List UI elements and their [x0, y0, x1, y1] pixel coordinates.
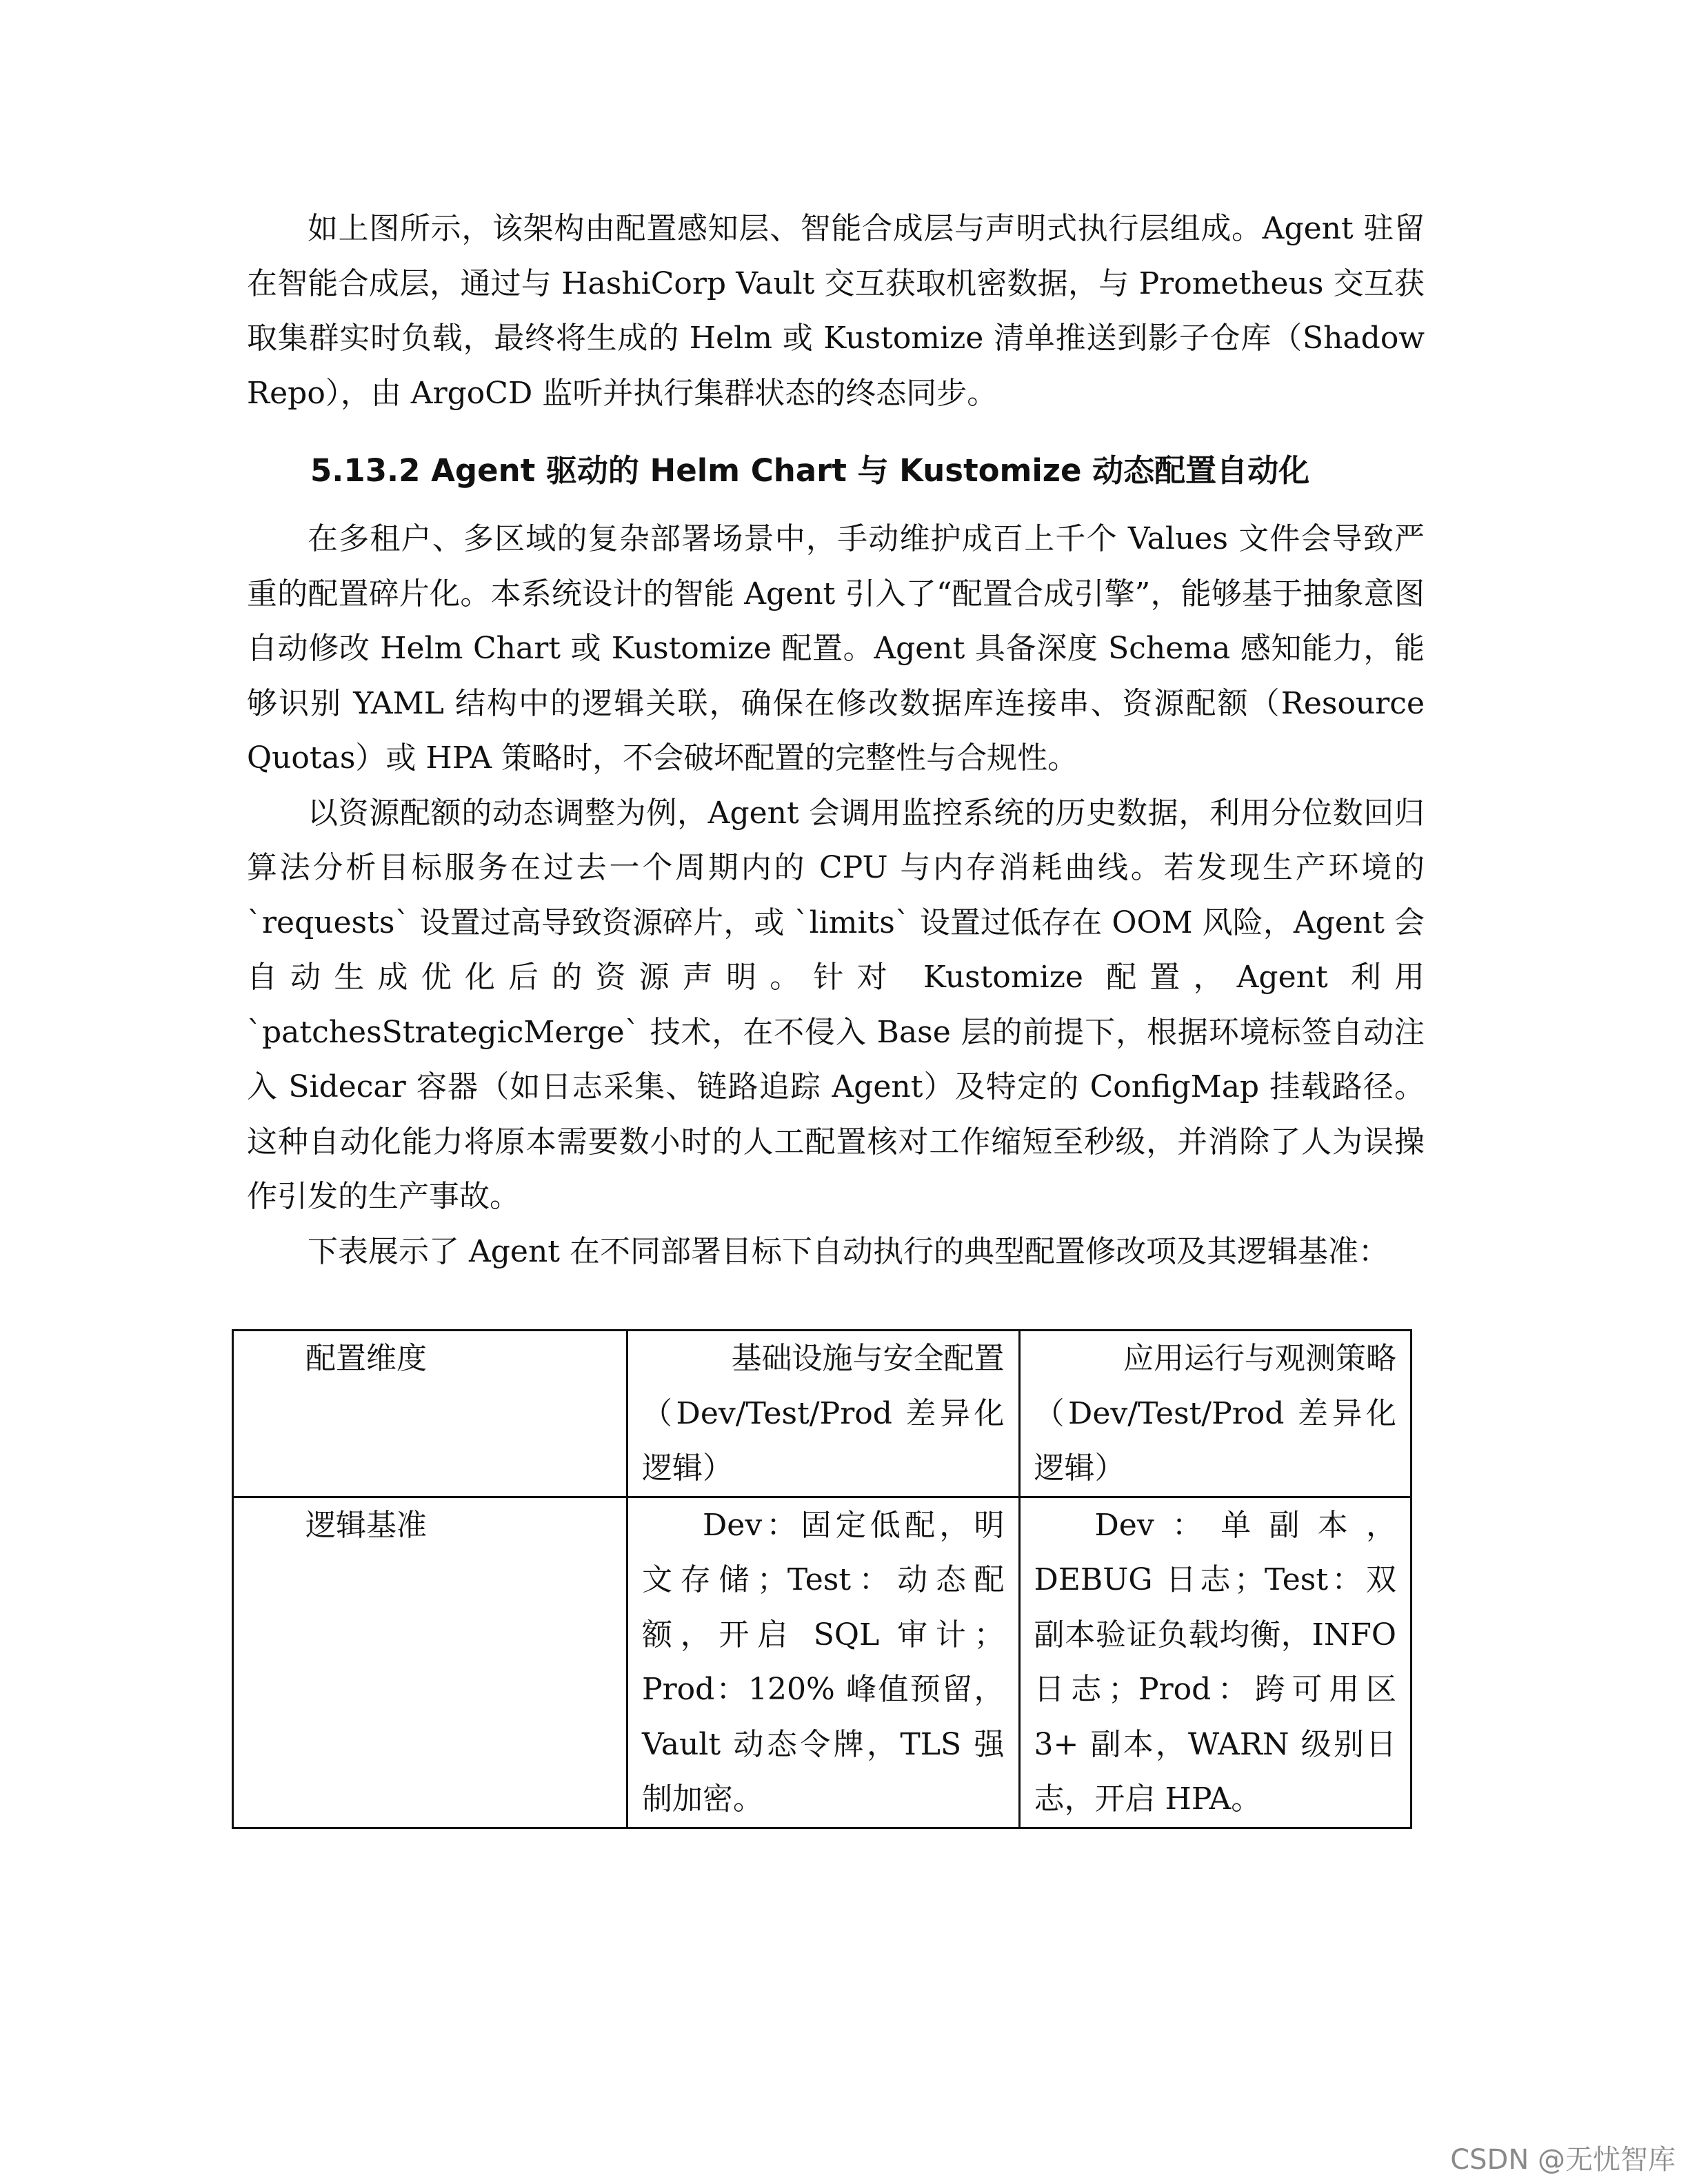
config-table	[232, 1329, 1412, 1829]
header-dimension-label: 配置维度	[305, 1341, 427, 1376]
header-app-subtitle: （Dev/Test/Prod 差异化逻辑）	[1034, 1395, 1396, 1486]
paragraph-table-lead: 下表展示了 Agent 在不同部署目标下自动执行的典型配置修改项及其逻辑基准：	[308, 1233, 1389, 1269]
row-app-text: Dev：单副本，DEBUG 日志；Test：双副本验证负载均衡，INFO 日志；Prod：跨可用区 3+ 副本，WARN 级别日志，开启 HPA。	[1034, 1507, 1396, 1817]
row-label-cell	[233, 1497, 627, 1828]
paragraph-example: 以资源配额的动态调整为例，Agent 会调用监控系统的历史数据，利用分位数回归算法分析目标服务在过去一个周期内的 CPU 与内存消耗曲线。若发现生产环境的 `requests` 设置过高导致资源碎片，或 `limits` 设置过低存在 OOM 风险，Agent 会自动生成优化后的资源声明。针对 Kustomize 配置，Agent 利用 `patchesStrategicMerge` 技术，在不侵入 Base 层的前提下，根据环境标签自动注入 Sidecar 容器（如日志采集、链路追踪 Agent）及特定的 ConfigMap 挂载路径。这种自动化能力将原本需要数小时的人工配置核对工作缩短至秒级，并消除了人为误操作引发的生产事故。	[247, 795, 1425, 1214]
paragraph-intro: 在多租户、多区域的复杂部署场景中，手动维护成百上千个 Values 文件会导致严重的配置碎片化。本系统设计的智能 Agent 引入了“配置合成引擎”，能够基于抽象意图自动修改 Helm Chart 或 Kustomize 配置。Agent 具备深度 Schema 感知能力，能够识别 YAML 结构中的逻辑关联，确保在修改数据库连接串、资源配额（Resource Quotas）或 HPA 策略时，不会破坏配置的完整性与合规性。	[247, 521, 1425, 776]
header-cell-infra	[627, 1331, 1020, 1497]
table-header-row	[233, 1331, 1411, 1497]
section-heading: 5.13.2 Agent 驱动的 Helm Chart 与 Kustomize 动态配置自动化	[310, 452, 1310, 489]
row-app-cell	[1019, 1497, 1411, 1828]
row-label: 逻辑基准	[305, 1507, 427, 1543]
watermark: CSDN @无忧智库	[1450, 2144, 1676, 2176]
row-infra-cell	[627, 1497, 1020, 1828]
header-cell-dimension	[233, 1331, 627, 1497]
document-body	[247, 201, 1425, 1279]
header-cell-app	[1019, 1331, 1411, 1497]
paragraph-architecture: 如上图所示，该架构由配置感知层、智能合成层与声明式执行层组成。Agent 驻留在智能合成层，通过与 HashiCorp Vault 交互获取机密数据，与 Prometheus 交互获取集群实时负载，最终将生成的 Helm 或 Kustomize 清单推送到影子仓库（Shadow Repo），由 ArgoCD 监听并执行集群状态的终态同步。	[247, 211, 1425, 411]
header-app-title: 应用运行与观测策略	[1123, 1341, 1396, 1376]
table-row	[233, 1497, 1411, 1828]
header-infra-subtitle: （Dev/Test/Prod 差异化逻辑）	[642, 1395, 1005, 1486]
header-infra-title: 基础设施与安全配置	[731, 1341, 1005, 1376]
row-infra-text: Dev：固定低配，明文存储；Test：动态配额，开启 SQL 审计；Prod：120% 峰值预留，Vault 动态令牌，TLS 强制加密。	[642, 1507, 1005, 1817]
